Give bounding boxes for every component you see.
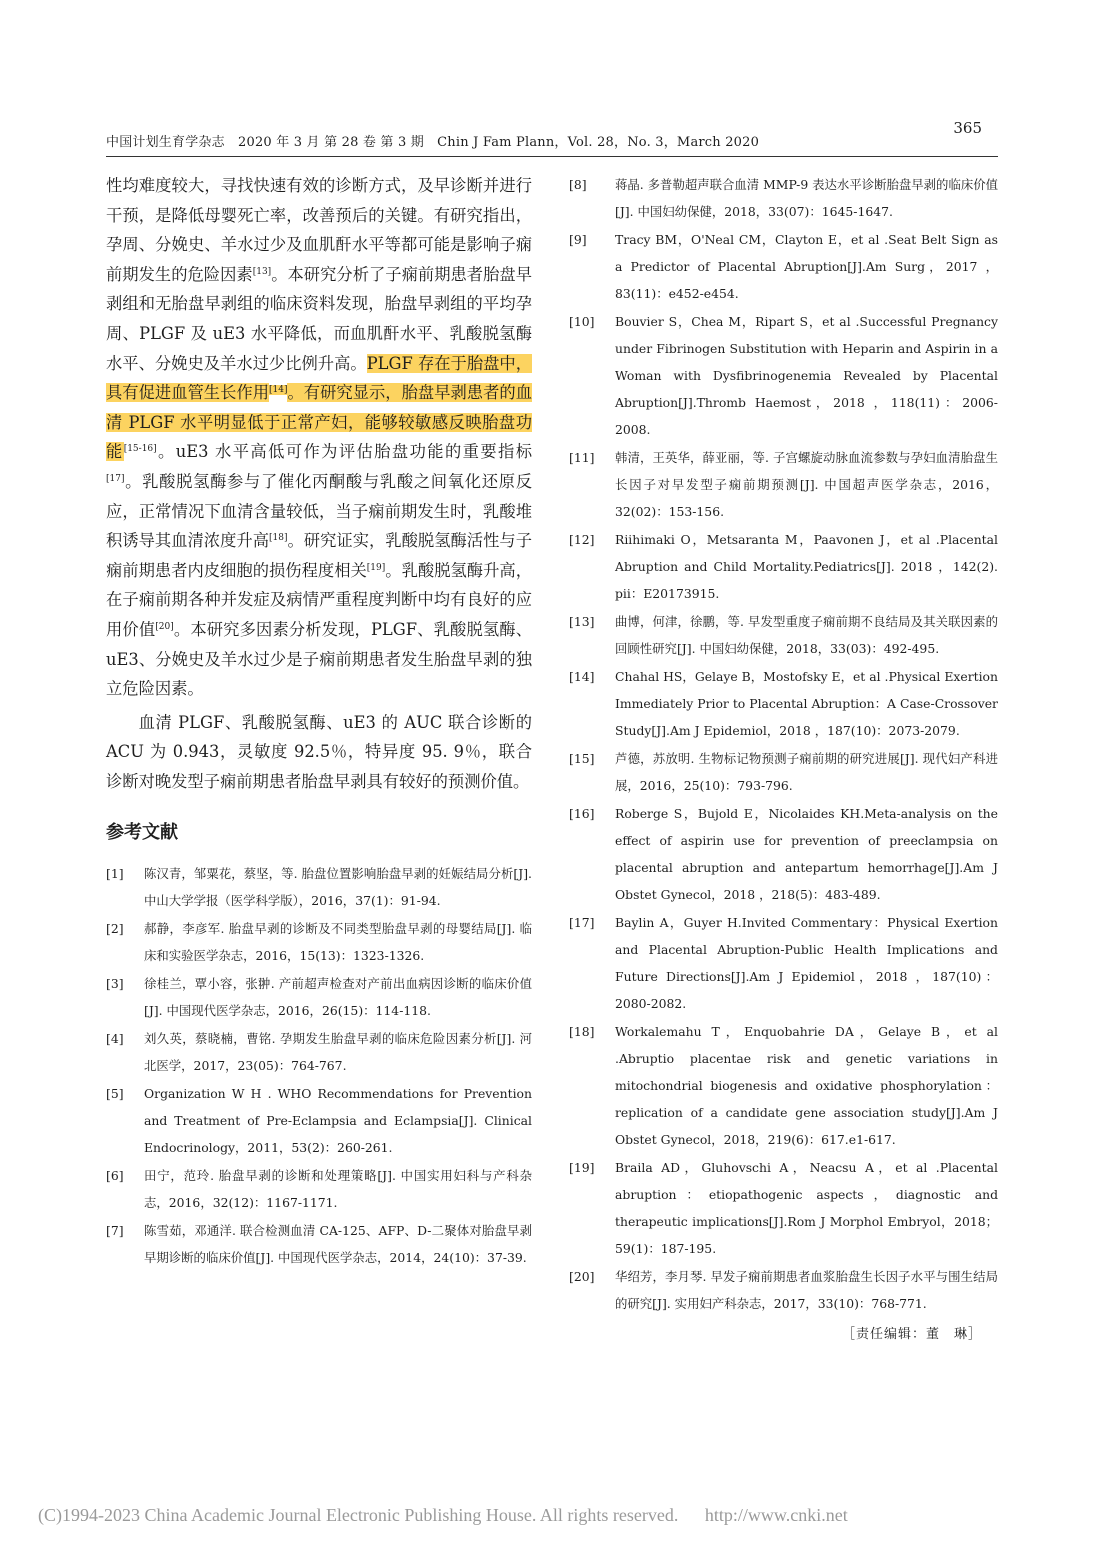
copyright-footer [38, 1505, 1098, 1526]
text-run: 。研究证实，乳酸脱氢酶活性与子痫前期患者内皮细胞的损伤程度相关 [106, 531, 532, 580]
reference-text: 郝静，李彦军. 胎盘早剥的诊断及不同类型胎盘早剥的母婴结局[J]. 临床和实验医学杂志，2016，15(13)：1323-1326. [144, 921, 532, 964]
reference-number: [6] [106, 1168, 124, 1184]
citation-18[interactable]: [18] [269, 533, 288, 544]
reference-number: [19] [569, 1160, 595, 1175]
reference-item [569, 526, 998, 607]
reference-text: Riihimaki O，Metsaranta M，Paavonen J，et al .Placental Abruption and Child Mortality.Pediatrics[J]. 2018 ，142(2). pii：E20173915. [615, 532, 998, 601]
reference-item [569, 909, 998, 1017]
page-header [106, 112, 998, 157]
reference-item [569, 608, 998, 662]
page-number: 365 [953, 119, 982, 137]
reference-text: 刘久英，蔡晓楠，曹铭. 孕期发生胎盘早剥的临床危险因素分析[J]. 河北医学，2017，23(05)：764-767. [144, 1031, 532, 1074]
citation-19[interactable]: [19] [366, 562, 386, 573]
reference-number: [1] [106, 866, 124, 882]
reference-number: [14] [569, 669, 595, 684]
left-column [106, 171, 532, 1272]
copyright-text: (C)1994-2023 China Academic Journal Electronic Publishing House. All rights reserved. [38, 1505, 679, 1525]
reference-item [106, 915, 532, 969]
reference-number: [16] [569, 806, 595, 821]
reference-number: [5] [106, 1086, 124, 1102]
reference-item [106, 1025, 532, 1079]
reference-item [569, 745, 998, 799]
reference-item [569, 663, 998, 744]
reference-item [106, 1162, 532, 1216]
reference-list-right [569, 171, 998, 1317]
text-run: 。本研究多因素分析发现，PLGF、乳酸脱氢酶、uE3、分娩史及羊水过少是子痫前期患者发生胎盘早剥的独立危险因素。 [106, 619, 532, 699]
reference-text: Tracy BM，O'Neal CM，Clayton E，et al .Seat Belt Sign as a Predictor of Placental Abruption[J].Am Surg，2017 ，83(11)：e452-e454. [615, 232, 998, 301]
reference-text: 陈汉青，邹粟花，蔡坚，等. 胎盘位置影响胎盘早剥的妊娠结局分析[J]. 中山大学学报（医学科学版），2016，37(1)：91-94. [144, 866, 532, 909]
text-run: 。本研究分析了子痫前期患者胎盘早剥组和无胎盘早剥组的临床资料发现，胎盘早剥组的平均孕周、PLGF 及 uE3 水平降低，而血肌酐水平、乳酸脱氢酶水平、分娩史及羊水过少比例升高。 [106, 264, 532, 373]
reference-text: 芦德，苏放明. 生物标记物预测子痫前期的研究进展[J]. 现代妇产科进展，2016，25(10)：793-796. [615, 751, 998, 793]
citation-14[interactable]: [14] [269, 385, 288, 396]
reference-text: 田宁，范玲. 胎盘早剥的诊断和处理策略[J]. 中国实用妇科与产科杂志，2016，32(12)：1167-1171. [144, 1168, 532, 1211]
reference-item [569, 1263, 998, 1317]
reference-number: [15] [569, 751, 595, 766]
reference-text: Organization W H . WHO Recommendations for Prevention and Treatment of Pre-Eclampsia and Eclampsia[J]. Clinical Endocrinology，2011，53(2)：260-261. [144, 1086, 532, 1156]
body-text [106, 171, 532, 796]
reference-number: [20] [569, 1269, 595, 1284]
reference-item [569, 1018, 998, 1153]
reference-number: [3] [106, 976, 124, 992]
reference-text: 蒋晶. 多普勒超声联合血清 MMP-9 表达水平诊断胎盘早剥的临床价值[J]. 中国妇幼保健，2018，33(07)：1645-1647. [615, 177, 999, 219]
text-run: 性均难度较大，寻找快速有效的诊断方式，及早诊断并进行干预，是降低母婴死亡率，改善预后的关键。有研究指出，孕周、分娩史、羊水过少及血肌酐水平等都可能是影响子痫前期发生的危险因素 [106, 176, 532, 284]
responsible-editor: ［责任编辑：董 琳］ [841, 1327, 982, 1342]
citation-15-16[interactable]: [15-16] [123, 444, 157, 455]
reference-number: [2] [106, 921, 124, 937]
reference-number: [10] [569, 314, 595, 329]
highlighted-text: 。有研究显示，胎盘早剥患者的血清 PLGF 水平明显低于正常产妇，能够较敏感反映胎盘功能 [106, 383, 532, 462]
citation-13[interactable]: [13] [252, 266, 272, 277]
reference-number: [8] [569, 177, 587, 192]
reference-list-left [106, 860, 532, 1271]
reference-text: 陈雪茹，邓通洋. 联合检测血清 CA-125、AFP、D-二聚体对胎盘早剥早期诊断的临床价值[J]. 中国现代医学杂志，2014，24(10)：37-39. [144, 1223, 532, 1266]
reference-number: [11] [569, 450, 595, 465]
running-head: 中国计划生育学杂志 2020 年 3 月 第 28 卷 第 3 期 Chin J Fam Plann，Vol. 28，No. 3，March 2020 [106, 135, 760, 150]
reference-item [106, 970, 532, 1024]
reference-number: [18] [569, 1024, 595, 1039]
reference-item [106, 860, 532, 914]
reference-text: Bouvier S，Chea M，Ripart S，et al .Successful Pregnancy under Fibrinogen Substitution with Heparin and Aspirin in a Woman with Dysfibrinogenemia Revealed by Placental Abruption[J].Thromb Haemost，2018 ，118(11)：2006-2008. [615, 314, 998, 437]
reference-text: 徐桂兰，覃小容，张翀. 产前超声检查对产前出血病因诊断的临床价值[J]. 中国现代医学杂志，2016，26(15)：114-118. [144, 976, 532, 1019]
text-run: 。乳酸脱氢酶升高，在子痫前期各种并发症及病情严重程度判断中均有良好的应用价值 [106, 560, 532, 639]
reference-item [569, 171, 998, 225]
reference-text: 华绍芳，李月琴. 早发子痫前期患者血浆胎盘生长因子水平与围生结局的研究[J]. 实用妇产科杂志，2017，33(10)：768-771. [615, 1269, 998, 1311]
reference-text: 韩清，王英华，薛亚丽，等. 子宫螺旋动脉血流参数与孕妇血清胎盘生长因子对早发型子痫前期预测[J]. 中国超声医学杂志，2016，32(02)：153-156. [615, 450, 998, 519]
highlighted-text: PLGF 存在于胎盘中，具有促进血管生长作用 [106, 353, 532, 403]
reference-text: Baylin A，Guyer H.Invited Commentary：Physical Exertion and Placental Abruption-Public Health Implications and Future Directions[J].Am J Epidemiol，2018 ，187(10)：2080-2082. [615, 915, 998, 1011]
reference-item [569, 308, 998, 443]
footer-url[interactable]: http://www.cnki.net [704, 1505, 848, 1525]
reference-item [569, 1154, 998, 1262]
body-paragraph-2: 血清 PLGF、乳酸脱氢酶、uE3 的 AUC 联合诊断的 ACU 为 0.943，灵敏度 92.5％，特异度 95. 9％，联合诊断对晚发型子痫前期患者胎盘早剥具有较好的预测价值。 [106, 712, 532, 791]
reference-item [106, 1080, 532, 1161]
citation-17[interactable]: [17] [106, 473, 125, 484]
reference-number: [7] [106, 1223, 124, 1239]
references-heading: 参考文献 [106, 822, 178, 844]
right-column [569, 171, 998, 1342]
reference-number: [17] [569, 915, 595, 930]
reference-item [569, 226, 998, 307]
reference-text: Roberge S，Bujold E，Nicolaides KH.Meta-analysis on the effect of aspirin use for prevention of preeclampsia on placental abruption and antepartum hemorrhage[J].Am J Obstet Gynecol，2018 ，218(5)：483-489. [615, 806, 998, 902]
reference-item [106, 1217, 532, 1271]
reference-number: [12] [569, 532, 595, 547]
body-paragraph-1 [106, 171, 532, 704]
reference-number: [4] [106, 1031, 124, 1047]
reference-text: Workalemahu T，Enquobahrie DA，Gelaye B，et al .Abruptio placentae risk and genetic variations in mitochondrial biogenesis and oxidative phosphorylation：replication of a candidate gene association study[J].Am J Obstet Gynecol，2018，219(6)：617.e1-617. [615, 1024, 998, 1147]
text-run: 。乳酸脱氢酶参与了催化丙酮酸与乳酸之间氧化还原反应，正常情况下血清含量较低，当子痫前期发生时，乳酸堆积诱导其血清浓度升高 [106, 471, 532, 551]
reference-text: 曲博，何津，徐鹏，等. 早发型重度子痫前期不良结局及其关联因素的回顾性研究[J]. 中国妇幼保健，2018，33(03)：492-495. [615, 614, 998, 656]
reference-item [569, 800, 998, 908]
reference-text: Braila AD，Gluhovschi A，Neacsu A，et al .Placental abruption：etiopathogenic aspects，diagnostic and therapeutic implications[J].Rom J Morphol Embryol，2018；59(1)：187-195. [615, 1160, 998, 1256]
text-run: 。uE3 水平高低可作为评估胎盘功能的重要指标 [156, 442, 532, 462]
reference-number: [9] [569, 232, 587, 247]
reference-item [569, 444, 998, 525]
reference-text: Chahal HS，Gelaye B，Mostofsky E，et al .Physical Exertion Immediately Prior to Placental Abruption：A Case-Crossover Study[J].Am J Epidemiol，2018 ，187(10)：2073-2079. [615, 669, 998, 738]
reference-number: [13] [569, 614, 595, 629]
citation-20[interactable]: [20] [155, 621, 174, 632]
